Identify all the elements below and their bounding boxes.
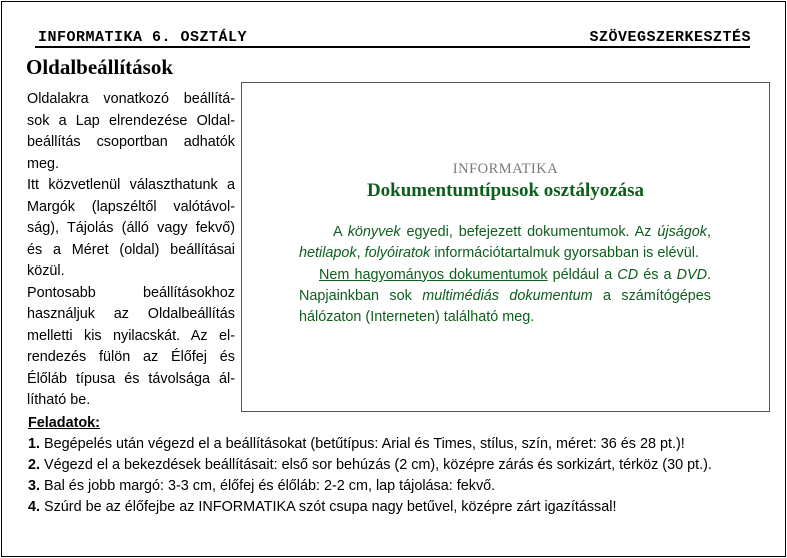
text-run-underlined: Nem hagyományos dokumentumok (319, 266, 548, 283)
text-run: például a (547, 266, 618, 283)
left-column-text (27, 89, 235, 412)
tasks-section (28, 413, 768, 518)
task-text: Begépelés után végezd el a beállításokat (betűtípus: Arial és Times, stílus, szín, méret: 36 és 28 pt.)! (40, 436, 685, 452)
task-text: Végezd el a bekezdések beállításait: első sor behúzás (2 cm), középre zárás és sorkizárt, térköz (30 pt.). (40, 457, 712, 473)
header-left: INFORMATIKA 6. OSZTÁLY (38, 29, 248, 46)
sample-paragraph-2 (299, 265, 711, 329)
text-run: , (707, 224, 711, 240)
task-item (28, 476, 768, 497)
text-run: információtartalmuk gyorsabban is elévül. (430, 245, 699, 262)
text-run: és a (638, 266, 677, 283)
text-run-italic: folyóiratok (364, 245, 431, 262)
text-run-italic: újságok (657, 224, 707, 240)
task-item (28, 455, 768, 476)
sample-page-box (241, 82, 770, 412)
sample-title: Dokumentumtípusok osztályozása (366, 180, 645, 201)
left-paragraph-2: Itt közvetlenül választhatunk a Margók (lapszéltől valótávol-ság), Tájolás (álló vagy fekvő) és a Méret (oldal) beállításai közül. (27, 177, 235, 279)
task-text: Bal és jobb margó: 3-3 cm, élőfej és élőláb: 2-2 cm, lap tájolása: fekvő. (40, 478, 496, 494)
text-run-italic: DVD (676, 266, 707, 283)
text-run-italic: hetilapok (299, 245, 357, 262)
tasks-label: Feladatok: (28, 415, 100, 431)
task-item (28, 434, 768, 455)
text-run-italic: CD (617, 266, 639, 283)
text-run: a számítógépes hálózaton (Interneten) található meg. (299, 287, 711, 326)
text-run-italic: multimédiás dokumentum (422, 287, 593, 304)
text-run: . Napjainkban sok (299, 266, 711, 304)
left-paragraph-3: Pontosabb beállításokhoz használjuk az Oldalbeállítás melletti kis nyilacskát. Az el-rendezés fülön az Élőfej és Élőláb típusa és távolsága ál-lítható be. (27, 284, 235, 408)
header-right: SZÖVEGSZERKESZTÉS (589, 29, 751, 46)
sample-paragraph-1 (299, 222, 711, 265)
task-number: 1. (28, 436, 41, 452)
task-text: Szúrd be az élőfejbe az INFORMATIKA szót csupa nagy betűvel, középre zárt igazítással! (40, 499, 617, 515)
task-item (28, 497, 768, 518)
header-rule (35, 46, 750, 48)
text-run: egyedi, befejezett dokumentumok. Az (400, 224, 658, 240)
text-run: A (333, 224, 348, 240)
left-paragraph-1: Oldalakra vonatkozó beállítá-sok a Lap elrendezése Oldal-beállítás csoportban adhatók meg. (27, 91, 235, 172)
task-number: 3. (28, 478, 41, 494)
task-number: 4. (28, 499, 41, 515)
text-run: , (356, 245, 365, 262)
sample-header: INFORMATIKA (452, 161, 559, 177)
sample-body (299, 222, 711, 328)
task-number: 2. (28, 457, 41, 473)
text-run-italic: könyvek (347, 224, 401, 240)
page-title: Oldalbeállítások (26, 55, 174, 79)
